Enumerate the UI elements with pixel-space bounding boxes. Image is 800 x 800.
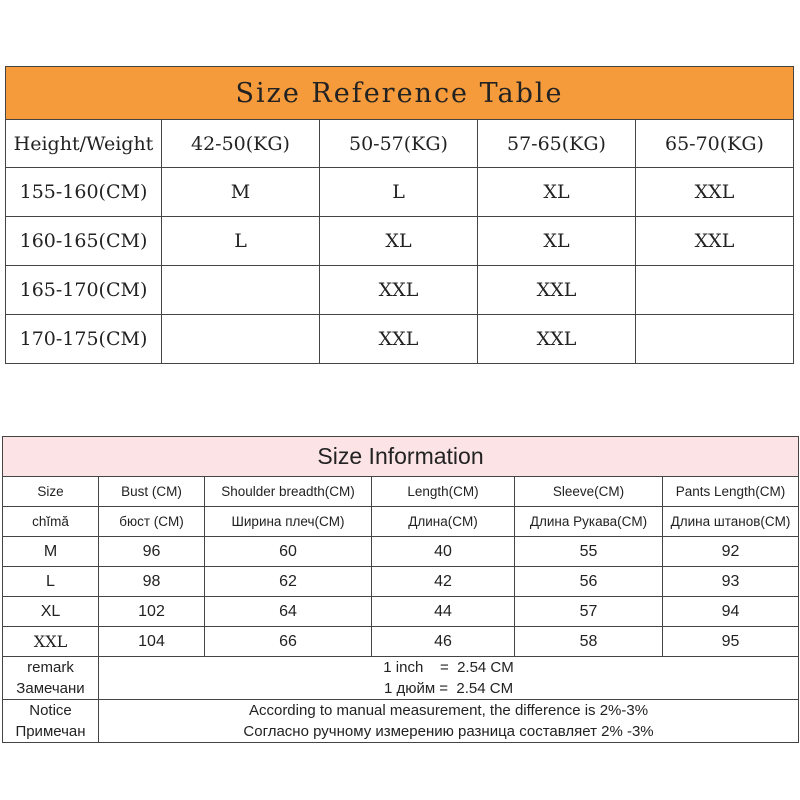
header-cell: Bust (CM) <box>99 477 205 507</box>
info-row <box>3 537 799 567</box>
size-reference-table <box>5 66 794 364</box>
header-cell: Длина Рукава(CM) <box>515 507 663 537</box>
info-table-title: Size Information <box>3 437 799 477</box>
size-cell <box>162 315 320 364</box>
pants-length-cell: 94 <box>663 597 799 627</box>
length-cell: 42 <box>372 567 515 597</box>
size-cell: XXL <box>478 315 636 364</box>
notice-line: According to manual measurement, the difference is 2%-3% <box>248 702 649 719</box>
notice-row <box>3 700 799 743</box>
header-cell: 57-65(KG) <box>478 120 636 168</box>
shoulder-cell: 60 <box>205 537 372 567</box>
notice-text <box>99 700 799 743</box>
remark-line: 1 дюйм = 2.54 CM <box>383 680 514 697</box>
size-information-table <box>2 436 799 743</box>
size-cell: L <box>162 217 320 266</box>
header-cell: 65-70(KG) <box>636 120 794 168</box>
header-cell: 50-57(KG) <box>320 120 478 168</box>
size-cell: XXL <box>636 217 794 266</box>
bust-cell: 96 <box>99 537 205 567</box>
reference-row <box>6 217 794 266</box>
header-cell: chĭmă <box>3 507 99 537</box>
shoulder-cell: 64 <box>205 597 372 627</box>
sleeve-cell: 57 <box>515 597 663 627</box>
remark-text <box>99 657 799 700</box>
size-cell: M <box>3 537 99 567</box>
size-cell: XL <box>320 217 478 266</box>
info-header-row-ru <box>3 507 799 537</box>
size-cell: M <box>162 168 320 217</box>
pants-length-cell: 93 <box>663 567 799 597</box>
header-cell: 42-50(KG) <box>162 120 320 168</box>
pants-length-cell: 92 <box>663 537 799 567</box>
remark-row <box>3 657 799 700</box>
header-cell: Height/Weight <box>6 120 162 168</box>
header-cell: Sleeve(CM) <box>515 477 663 507</box>
remark-label-ru: Замечани <box>16 680 85 697</box>
size-cell <box>636 315 794 364</box>
bust-cell: 98 <box>99 567 205 597</box>
size-cell: XXL <box>320 315 478 364</box>
remark-label-en: remark <box>27 659 74 676</box>
pants-length-cell: 95 <box>663 627 799 657</box>
size-cell <box>636 266 794 315</box>
notice-line: Согласно ручному измерению разница составляет 2% -3% <box>243 723 654 740</box>
info-row <box>3 627 799 657</box>
length-cell: 40 <box>372 537 515 567</box>
height-cell: 160-165(CM) <box>6 217 162 266</box>
reference-row <box>6 168 794 217</box>
shoulder-cell: 62 <box>205 567 372 597</box>
header-cell: Shoulder breadth(CM) <box>205 477 372 507</box>
bust-cell: 104 <box>99 627 205 657</box>
header-cell: Length(CM) <box>372 477 515 507</box>
info-header-row-en <box>3 477 799 507</box>
size-cell: XL <box>478 168 636 217</box>
header-cell: Pants Length(CM) <box>663 477 799 507</box>
remark-line: 1 inch = 2.54 CM <box>383 659 514 676</box>
height-cell: 170-175(CM) <box>6 315 162 364</box>
info-row <box>3 567 799 597</box>
size-cell: L <box>3 567 99 597</box>
reference-header-row <box>6 120 794 168</box>
info-row <box>3 597 799 627</box>
size-cell: XL <box>3 597 99 627</box>
size-cell: XXL <box>478 266 636 315</box>
sleeve-cell: 55 <box>515 537 663 567</box>
sleeve-cell: 56 <box>515 567 663 597</box>
notice-label-en: Notice <box>29 702 72 719</box>
bust-cell: 102 <box>99 597 205 627</box>
sleeve-cell: 58 <box>515 627 663 657</box>
size-cell: L <box>320 168 478 217</box>
reference-row <box>6 266 794 315</box>
header-cell: Ширина плеч(CM) <box>205 507 372 537</box>
size-cell: XXL <box>3 627 99 657</box>
header-cell: Длина штанов(CM) <box>663 507 799 537</box>
header-cell: бюст (CM) <box>99 507 205 537</box>
height-cell: 165-170(CM) <box>6 266 162 315</box>
header-cell: Size <box>3 477 99 507</box>
header-cell: Длина(CM) <box>372 507 515 537</box>
length-cell: 46 <box>372 627 515 657</box>
notice-label-ru: Примечан <box>15 723 86 740</box>
size-cell <box>162 266 320 315</box>
remark-label <box>3 657 99 700</box>
height-cell: 155-160(CM) <box>6 168 162 217</box>
size-cell: XL <box>478 217 636 266</box>
notice-label <box>3 700 99 743</box>
shoulder-cell: 66 <box>205 627 372 657</box>
size-cell: XXL <box>636 168 794 217</box>
length-cell: 44 <box>372 597 515 627</box>
reference-row <box>6 315 794 364</box>
reference-table-title: Size Reference Table <box>6 67 794 120</box>
size-cell: XXL <box>320 266 478 315</box>
